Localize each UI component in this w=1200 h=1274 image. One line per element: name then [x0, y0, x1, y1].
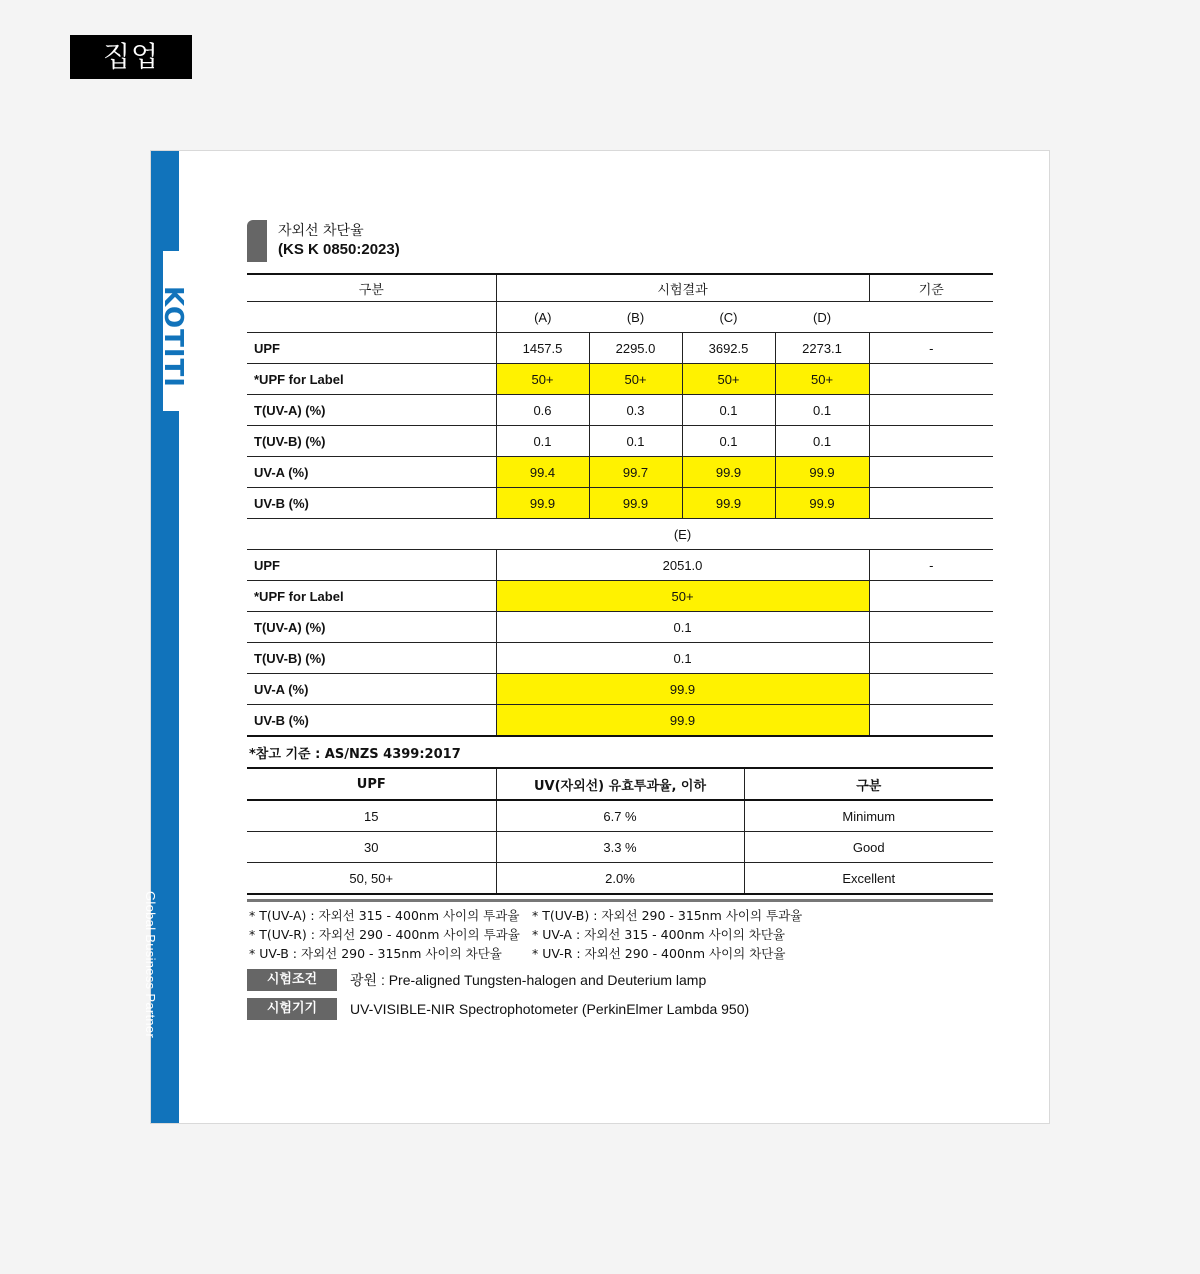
cell: 6.7 % [496, 800, 744, 832]
row-label: T(UV-B) (%) [254, 650, 326, 666]
cell: 30 [364, 839, 379, 855]
sample-c: (C) [719, 309, 738, 325]
footnote: * UV-B : 자외선 290 - 315nm 사이의 차단율 [249, 946, 502, 961]
sample-a: (A) [496, 302, 589, 333]
cell: 0.1 [775, 395, 869, 426]
test-report [143, 150, 1050, 1124]
condition-badge: 시험조건 [247, 969, 337, 991]
footnote-row [249, 906, 802, 925]
cell: 99.9 [775, 457, 869, 488]
footnote-row [249, 944, 802, 963]
table-row [247, 643, 993, 674]
table-row [247, 800, 993, 832]
sample-header-row [247, 302, 993, 333]
criterion-cell: - [869, 333, 993, 364]
criterion-cell [869, 488, 993, 519]
row-label: *UPF for Label [254, 588, 344, 604]
cell: 0.1 [589, 426, 682, 457]
row-label: UV-A (%) [254, 464, 309, 480]
footnote: * T(UV-B) : 자외선 290 - 315nm 사이의 투과율 [532, 908, 803, 923]
criterion-cell [869, 457, 993, 488]
row-label: T(UV-B) (%) [254, 433, 326, 449]
table-row [247, 364, 993, 395]
cell: 0.1 [496, 426, 589, 457]
cell: 15 [364, 808, 379, 824]
cell: 50+ [775, 364, 869, 395]
equipment-text: UV-VISIBLE-NIR Spectrophotometer (PerkinElmer Lambda 950) [350, 1001, 750, 1017]
table-row [247, 488, 993, 519]
cell: 1457.5 [496, 333, 589, 364]
ref-header-upf: UPF [356, 776, 386, 792]
table-row [247, 395, 993, 426]
table-row [247, 426, 993, 457]
sample-e-header-row [247, 519, 993, 550]
sample-d: (D) [813, 309, 832, 325]
results-table [247, 273, 993, 737]
cell: 50+ [496, 581, 869, 612]
footnote-row [249, 925, 802, 944]
ref-header-category: 구분 [744, 768, 993, 800]
footnote: * T(UV-R) : 자외선 290 - 400nm 사이의 투과율 [249, 927, 520, 942]
cell: 2295.0 [589, 333, 682, 364]
title-marker [247, 220, 267, 262]
criterion-cell [869, 674, 993, 705]
criterion-cell: - [869, 550, 993, 581]
cell: 99.9 [496, 674, 869, 705]
criterion-cell [869, 426, 993, 457]
criterion-cell [869, 612, 993, 643]
table-row [247, 550, 993, 581]
criterion-cell [869, 643, 993, 674]
header-results: 시험결과 [496, 274, 869, 302]
table-row [247, 674, 993, 705]
header-criterion: 기준 [869, 274, 993, 302]
report-standard: (KS K 0850:2023) [278, 241, 400, 258]
row-label: UV-A (%) [254, 681, 309, 697]
cell: Good [744, 832, 993, 863]
cell: 50+ [682, 364, 775, 395]
product-tag: 집업 [70, 35, 192, 79]
cell: Excellent [744, 863, 993, 895]
footnote: * T(UV-A) : 자외선 315 - 400nm 사이의 투과율 [249, 908, 520, 923]
cell: 3.3 % [496, 832, 744, 863]
table-row [247, 863, 993, 895]
equipment-badge: 시험기기 [247, 998, 337, 1020]
cell: 50+ [589, 364, 682, 395]
cell: 0.1 [775, 426, 869, 457]
cell: 3692.5 [682, 333, 775, 364]
footnotes [249, 906, 802, 963]
row-label: UV-B (%) [254, 495, 309, 511]
cell: 0.1 [682, 426, 775, 457]
table-row [247, 581, 993, 612]
row-label: T(UV-A) (%) [254, 619, 326, 635]
criterion-cell [869, 581, 993, 612]
table-row [247, 457, 993, 488]
row-label: *UPF for Label [254, 371, 344, 387]
cell: 2051.0 [496, 550, 869, 581]
reference-note: *참고 기준 : AS/NZS 4399:2017 [249, 747, 461, 762]
sample-b: (B) [626, 309, 645, 325]
cell: 2.0% [496, 863, 744, 895]
divider [247, 899, 993, 902]
cell: 50+ [496, 364, 589, 395]
ref-header-transmittance: UV(자외선) 유효투과율, 이하 [496, 768, 744, 800]
table-row [247, 333, 993, 364]
criterion-cell [869, 395, 993, 426]
footnote: * UV-A : 자외선 315 - 400nm 사이의 차단율 [532, 927, 786, 942]
cell: 99.9 [589, 488, 682, 519]
cell: 50, 50+ [349, 870, 394, 886]
cell: 99.7 [589, 457, 682, 488]
test-condition [247, 969, 706, 991]
cell: 2273.1 [775, 333, 869, 364]
tagline-text: Global Business Partner [143, 891, 158, 1039]
logo-text: KOTITI [158, 286, 188, 388]
row-label: UPF [254, 340, 280, 356]
footnote: * UV-R : 자외선 290 - 400nm 사이의 차단율 [532, 946, 786, 961]
header-category: 구분 [358, 282, 384, 298]
cell: 99.9 [496, 705, 869, 737]
test-equipment [247, 998, 749, 1020]
reference-table [247, 767, 993, 895]
table-row [247, 832, 993, 863]
criterion-cell [869, 705, 993, 737]
row-label: T(UV-A) (%) [254, 402, 326, 418]
cell: 0.1 [496, 612, 869, 643]
criterion-cell [869, 364, 993, 395]
cell: 0.1 [496, 643, 869, 674]
cell: 0.3 [589, 395, 682, 426]
cell: 99.9 [682, 488, 775, 519]
cell: 99.4 [496, 457, 589, 488]
table-header-row [247, 274, 993, 302]
condition-text: 광원 : Pre-aligned Tungsten-halogen and Deuterium lamp [350, 972, 707, 988]
table-row [247, 612, 993, 643]
cell: 99.9 [496, 488, 589, 519]
row-label: UPF [254, 557, 280, 573]
row-label: UV-B (%) [254, 712, 309, 728]
table-row [247, 705, 993, 737]
ref-header-row [247, 768, 993, 800]
sample-e: (E) [673, 526, 692, 542]
cell: 0.6 [496, 395, 589, 426]
cell: 99.9 [682, 457, 775, 488]
cell: Minimum [744, 800, 993, 832]
cell: 99.9 [775, 488, 869, 519]
report-title: 자외선 차단율 [278, 223, 364, 239]
cell: 0.1 [682, 395, 775, 426]
